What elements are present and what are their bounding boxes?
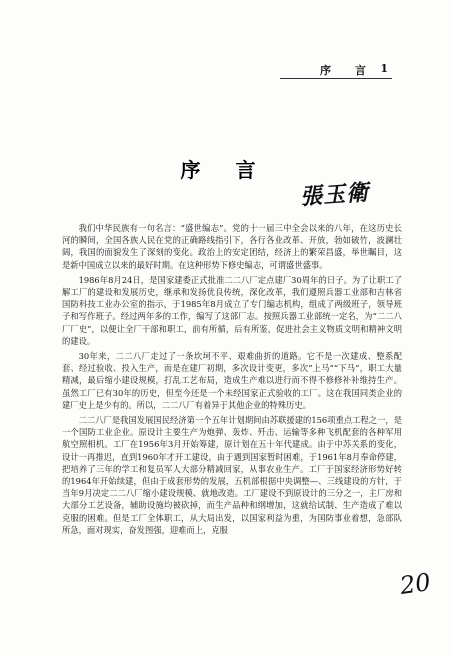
paragraph-1: 我们中华民族有一句名言：“盛世编志”。党的十一届三中全会以来的八年，在这历史长河的瞬间，全国各族人民在党的正确路线指引下，各行各业改革、开放，勃如破竹，波澜壮阔，我国的面貌发生了深刻的变化。政治上的安定团结，经济上的繁荣昌盛，举世瞩目，这是新中国成立以来的最好时期。在这种形势下修史编志，可谓盛世盛事。: [62, 223, 402, 270]
handwritten-page-mark: 20: [398, 568, 433, 600]
body-text: [62, 222, 402, 539]
handwritten-signature: 張玉衛: [299, 179, 370, 211]
page-title: 序 言: [180, 158, 270, 182]
header-title: 序 言: [320, 64, 376, 77]
paragraph-3: 30年来，二二八厂走过了一条坎坷不平、艰难曲折的道路。它不是一次建成、整系配套、经过验收、投入生产，而是在建厂初期，多次设计变更，多次“上马”“下马”，职工大量精减，最后缩小建设规模，打乱工艺布局，造成生产难以进行而不得不修修补补维持生产。虽然工厂已有30年的历史，但至今还是一个未经国家正式验收的工厂。这在我国同类企业的建厂史上是少有的。所以，二二八厂有着异于其他企业的特殊历史。: [62, 351, 402, 410]
paragraph-4: 二二八厂是我国发展国民经济第一个五年计划期间由苏联援建的156项重点工程之一，是一个国防工业企业。原设计主要生产为炮弹、轰炸、歼击、运输等多种飞机配套的各种军用航空照相机。工厂在1956年3月开始筹建，原计划在五十年代建成。由于中苏关系的变化，设计一再推迟，直到1960年才开工建设，由于遇到国家暂时困难，于1961年8月奉命停建，把培养了三年的学工和复员军人大部分精减回家，从事农业生产。工厂于国家经济形势好转的1964年开始续建，但由于成套形势的发展，五机部根据中央调整—、三线建设的方针，于当年9月决定二二八厂缩小建设规模、就地改造。工厂建设不到原设计的三分之一，主厂房和大部分工艺设备，辅助设施均被砍掉，而生产品种和纲增加，这就给试制、生产造成了难以克服的困难。但是工厂全体职工，从大局出发，以国家利益为重，为国防事业着想，急部队所急，面对现实，奋发图强，迎难而上，克服: [62, 415, 402, 535]
header-rule: [280, 78, 392, 79]
paragraph-2: 1986年8月24日，是国家建委正式批准二二八厂定点建厂30周年的日子。为了让职工了解工厂的建设和发展历史，继承和发扬优良传统，深化改革，我们遵照兵器工业部和吉林省国防科技工业办公室的指示，于1985年8月成立了专门编志机构，组成了两级班子，领导班子和写作班子。经过两年多的工作，编写了这部厂志。按照兵器工业部统一定名，为“二二八厂厂史”，以便让全厂干部和职工，前有所循，后有所鉴，促进社会主义物质文明和精神文明的建设。: [62, 274, 402, 346]
page-number: 1: [380, 62, 388, 75]
